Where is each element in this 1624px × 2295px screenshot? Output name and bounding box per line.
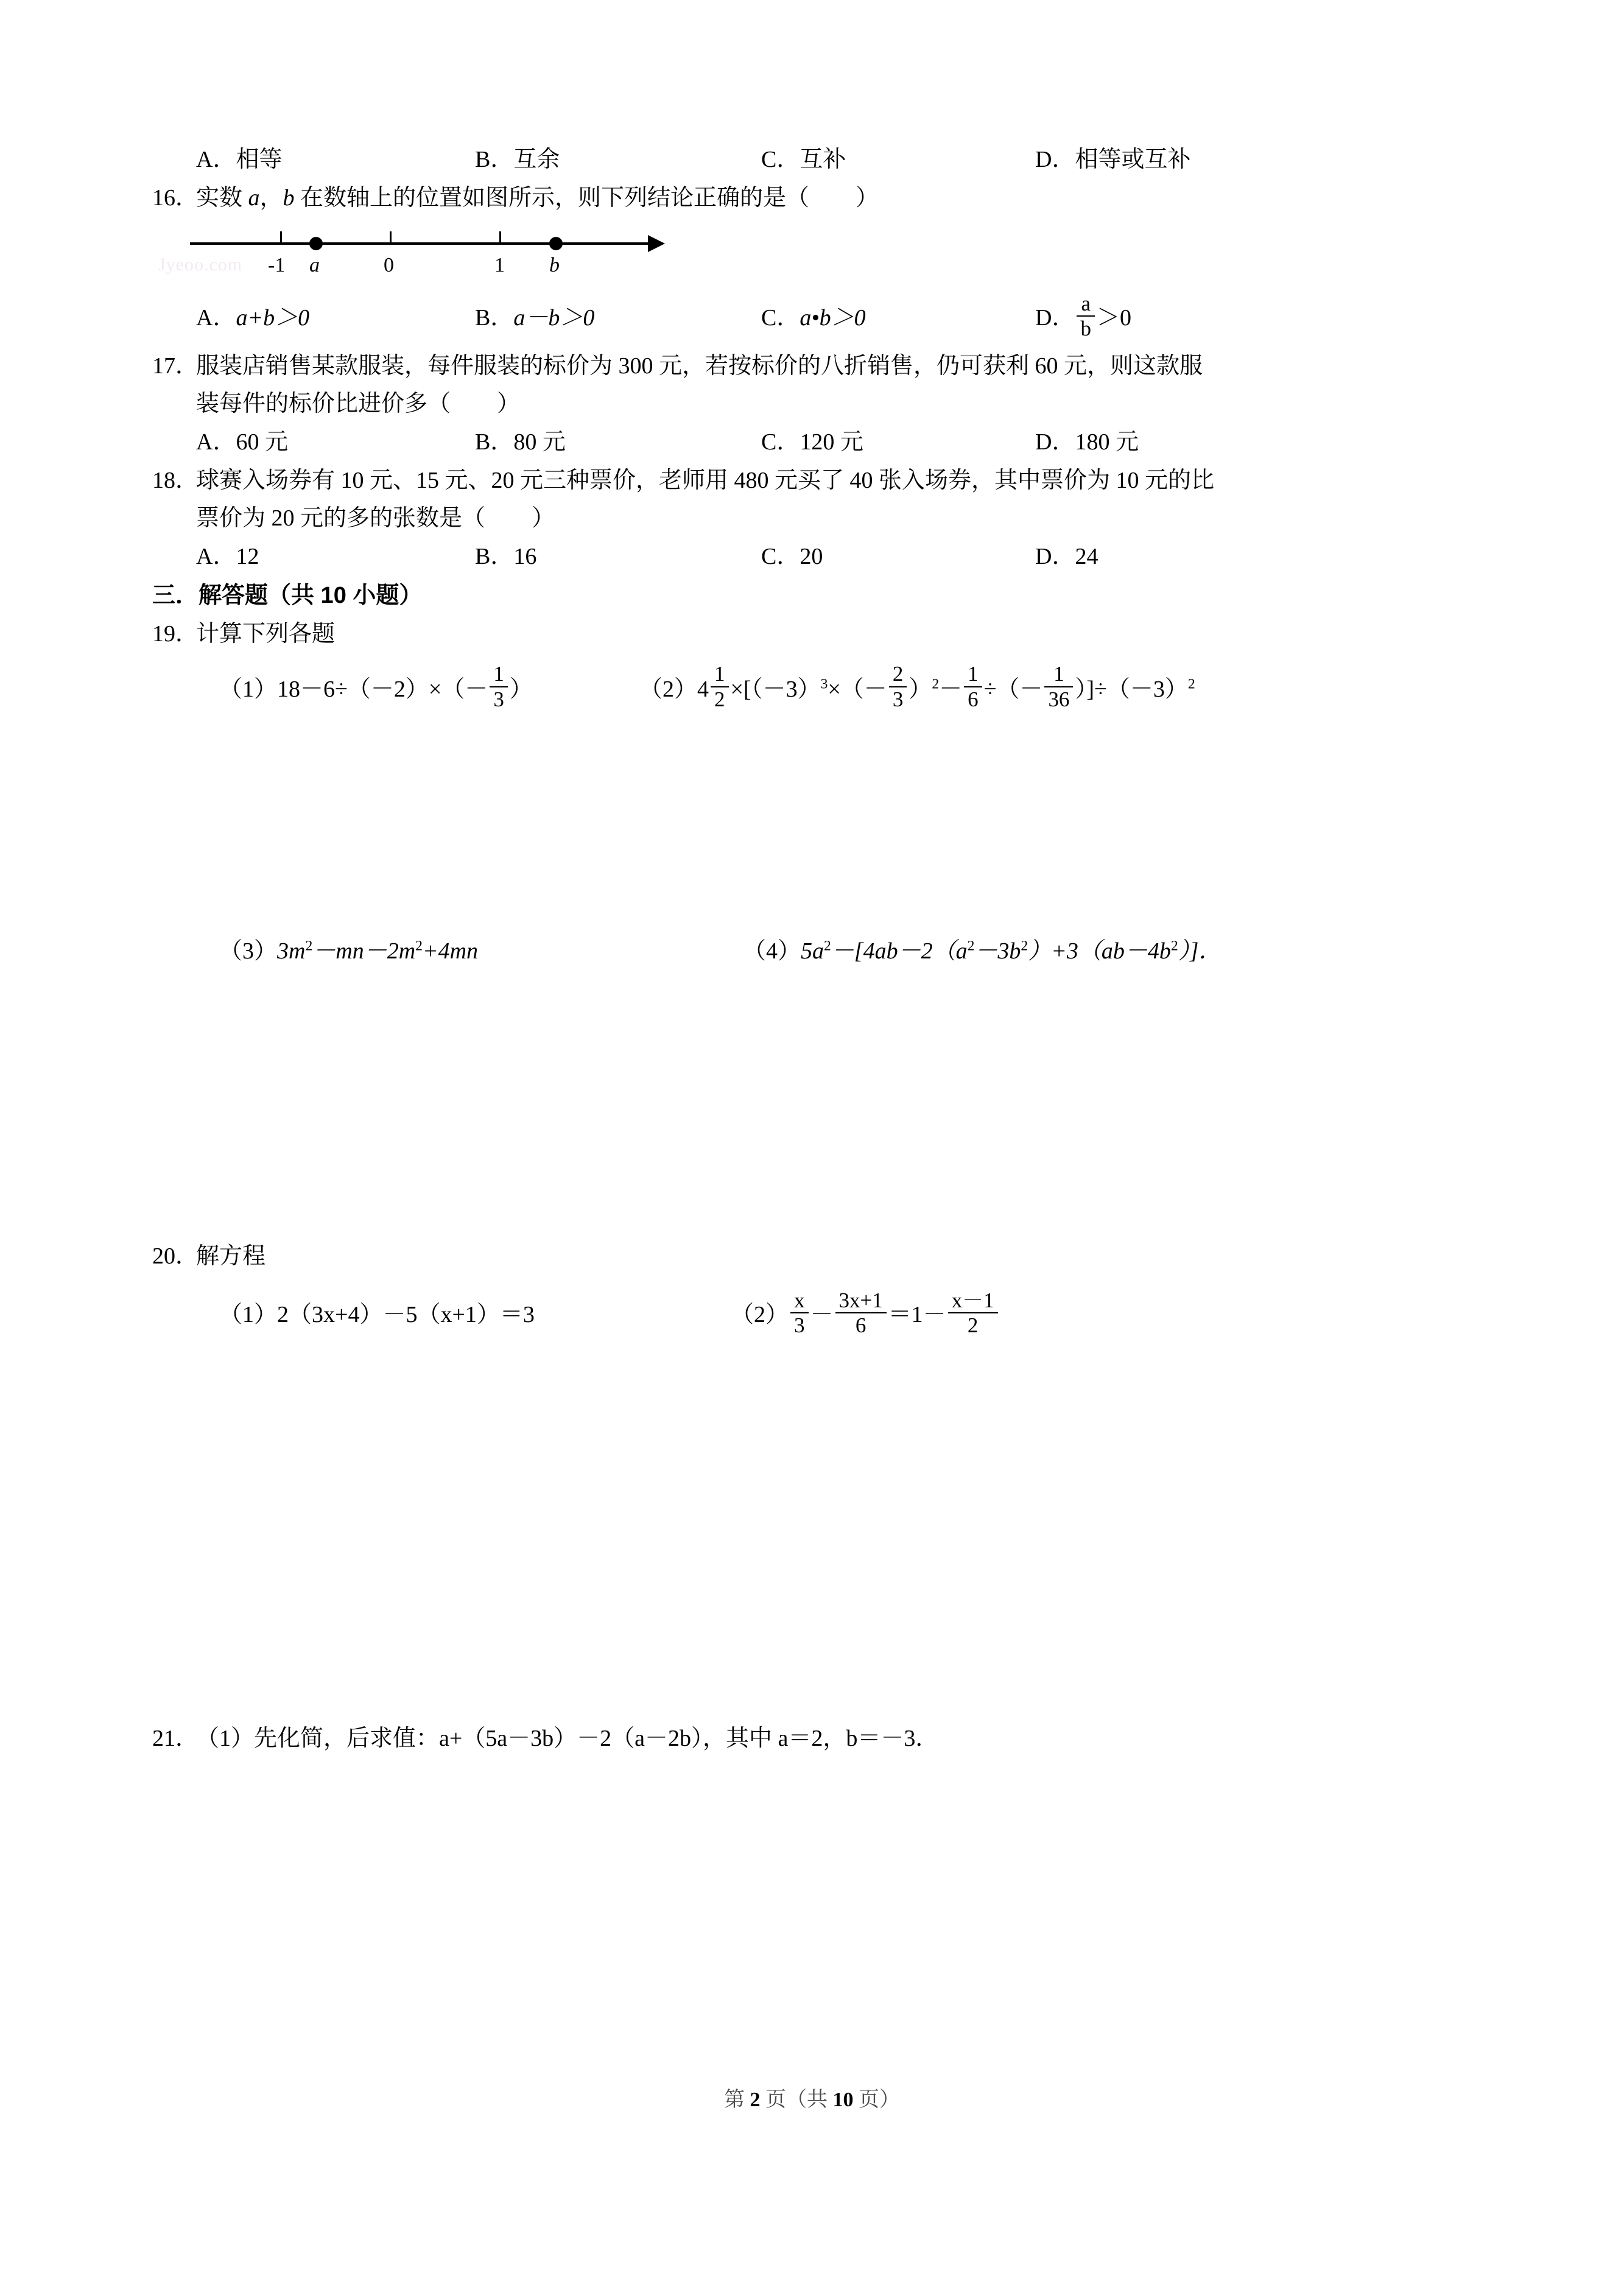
question-19-stem — [152, 615, 1492, 653]
q19-part-2-fraction-2 — [889, 663, 907, 711]
q19-part-1-fraction — [490, 663, 507, 711]
page-footer — [0, 2082, 1624, 2112]
q18-option-d[interactable] — [1035, 537, 1098, 576]
q16-stem-part3: 在数轴上的位置如图所示，则下列结论正确的是（ ） — [294, 185, 879, 211]
q19-part-3-sup2: 2 — [415, 938, 423, 954]
q19-answer-space-1 — [152, 726, 1492, 927]
number-line-figure — [158, 217, 689, 289]
q17-option-d[interactable] — [1035, 423, 1139, 462]
number-line-label-0: 0 — [384, 254, 394, 276]
q20-part-2-f1-den: 3 — [794, 1313, 805, 1338]
q19-part-2-t1: ×[（－3） — [730, 677, 821, 702]
question-16-number: 16． — [152, 185, 199, 211]
q19-part-4-t5: ）]． — [1178, 938, 1222, 964]
question-19-stem-text: 计算下列各题 — [196, 621, 336, 647]
q20-part-2-f3-num: x－1 — [948, 1290, 998, 1314]
q16-option-b[interactable] — [475, 289, 594, 347]
q20-part-1 — [219, 1275, 535, 1354]
q19-part-1-post: ） — [509, 677, 533, 702]
q20-part-2-fraction-3 — [948, 1290, 998, 1337]
number-line-tick-1 — [499, 231, 501, 245]
question-18-text-line2: 票价为 20 元的多的张数是（ ） — [196, 505, 555, 531]
q20-parts-row — [152, 1275, 1492, 1354]
question-16-stem — [152, 179, 1492, 217]
q19-part-1-denominator: 3 — [493, 687, 504, 711]
q19-part-3-sup1: 2 — [305, 938, 313, 954]
q19-part-2-f3-num: 1 — [964, 663, 982, 687]
q19-part-2-label: （2） — [639, 677, 698, 702]
q16-option-c-label: C． — [761, 305, 800, 331]
q18-options-row — [152, 537, 1492, 576]
q16-option-c[interactable] — [761, 289, 866, 347]
q19-part-3-t2: －mn－2m — [312, 938, 416, 964]
q19-part-2-fraction-4 — [1044, 663, 1073, 711]
question-20-stem — [152, 1237, 1492, 1275]
footer-suffix: 页） — [853, 2089, 900, 2111]
q19-part-3 — [219, 927, 478, 975]
question-17-line1 — [152, 347, 1492, 385]
q19-part-4-t1: 5a — [801, 938, 824, 964]
q18-option-b-label: B． — [475, 544, 514, 569]
footer-middle: 页（共 — [760, 2089, 833, 2111]
q19-part-2-whole: 4 — [697, 677, 709, 702]
q18-option-a[interactable] — [196, 537, 259, 576]
number-line-point-b — [549, 237, 563, 250]
q19-part-2 — [639, 653, 1195, 726]
q20-part-2-f1-num: x — [790, 1290, 808, 1314]
q19-part-1-pre: 18－6÷（－2）×（－ — [277, 677, 488, 702]
q17-option-c[interactable] — [761, 423, 863, 462]
q16-option-a[interactable] — [196, 289, 309, 347]
q19-part-2-mixed-numerator: 1 — [711, 663, 728, 687]
question-20-number: 20． — [152, 1243, 199, 1269]
q16-option-d[interactable] — [1035, 289, 1131, 347]
q16-option-b-text: a－b＞0 — [513, 305, 595, 331]
q17-option-d-text: 180 元 — [1075, 429, 1139, 455]
q19-part-2-mixed-fraction — [711, 663, 728, 711]
footer-prefix: 第 — [724, 2089, 750, 2111]
q19-part-2-t4: － — [939, 677, 963, 702]
q20-part-2-fraction-1 — [790, 1290, 808, 1337]
q18-option-a-label: A． — [196, 544, 236, 569]
q19-part-2-f4-den: 36 — [1048, 687, 1070, 711]
q16-option-a-text: a+b＞0 — [236, 305, 310, 331]
q19-part-2-mixed-number — [697, 653, 730, 726]
q15-option-d[interactable] — [1035, 140, 1190, 179]
q15-option-a-label: A． — [196, 147, 236, 172]
question-21 — [152, 1720, 1492, 1757]
q19-parts-row-1 — [152, 653, 1492, 726]
q19-part-2-f4-num: 1 — [1044, 663, 1073, 687]
q20-answer-space-extra — [152, 1616, 1492, 1720]
q19-part-4 — [743, 927, 1222, 975]
q15-options-row — [152, 140, 1492, 179]
q18-option-b[interactable] — [475, 537, 536, 576]
q17-options-row — [152, 423, 1492, 462]
q20-answer-space — [152, 1354, 1492, 1616]
q20-part-2-label: （2） — [731, 1302, 789, 1327]
figure-watermark: Jyeoo.com — [158, 255, 243, 275]
q17-option-a-text: 60 元 — [236, 429, 288, 455]
q19-part-3-t1: 3m — [277, 938, 306, 964]
q17-option-a[interactable] — [196, 423, 288, 462]
question-20-stem-text: 解方程 — [196, 1243, 266, 1269]
q15-option-c-label: C． — [761, 147, 800, 172]
q18-option-a-text: 12 — [236, 544, 259, 569]
q19-answer-space-2 — [152, 975, 1492, 1237]
question-21-text: （1）先化简，后求值：a+（5a－3b）－2（a－2b），其中 a＝2，b＝－3． — [196, 1726, 939, 1751]
q19-part-4-label: （4） — [743, 938, 801, 964]
q20-part-2-equals: ＝1－ — [888, 1302, 946, 1327]
q19-part-2-t6: ）]÷（－3） — [1075, 677, 1188, 702]
q19-part-1-label: （1） — [219, 677, 278, 702]
q19-part-2-f2-den: 3 — [892, 687, 904, 711]
number-line-point-a — [309, 237, 323, 250]
q19-part-2-sup3: 2 — [1187, 676, 1195, 692]
number-line-label-a: a — [309, 254, 320, 276]
q20-part-1-text: 2（3x+4）－5（x+1）＝3 — [277, 1302, 535, 1327]
q16-var-a: a — [248, 185, 260, 211]
q19-part-4-sup1: 2 — [824, 938, 831, 954]
q19-part-2-f2-num: 2 — [889, 663, 907, 687]
q19-part-4-sup4: 2 — [1170, 938, 1178, 954]
q19-part-2-sup2: 2 — [932, 676, 940, 692]
q20-part-2-f2-num: 3x+1 — [835, 1290, 887, 1314]
q19-part-4-t3: －3b — [974, 938, 1021, 964]
number-line-tick-minus1 — [280, 231, 282, 245]
q19-part-1 — [219, 653, 533, 726]
question-18-number: 18． — [152, 468, 199, 493]
q19-part-4-t2: －[4ab－2（a — [831, 938, 968, 964]
q18-option-c-label: C． — [761, 544, 800, 569]
q15-option-a-text: 相等 — [236, 147, 283, 172]
q18-option-c[interactable] — [761, 537, 823, 576]
number-line-label-1: 1 — [494, 254, 505, 276]
number-line-label-minus1: -1 — [268, 254, 286, 276]
q20-part-2-fraction-2 — [835, 1290, 887, 1337]
q16-option-c-text: a•b＞0 — [800, 305, 866, 331]
question-18-line1 — [152, 462, 1492, 499]
q16-option-d-fraction — [1077, 293, 1094, 340]
question-18-text-line1: 球赛入场券有 10 元、15 元、20 元三种票价，老师用 480 元买了 40 张入场券，其中票价为 10 元的比 — [196, 468, 1215, 493]
q17-option-b-text: 80 元 — [513, 429, 566, 455]
q16-option-d-denominator: b — [1080, 317, 1091, 341]
q16-option-d-tail: ＞0 — [1096, 305, 1131, 331]
page-content — [152, 140, 1492, 1757]
q19-part-2-t3: ） — [909, 677, 932, 702]
q18-option-d-text: 24 — [1075, 544, 1098, 569]
q16-options-row — [152, 289, 1492, 347]
q15-option-c[interactable] — [761, 140, 846, 179]
q17-option-c-label: C． — [761, 429, 800, 455]
q20-part-2-f3-den: 2 — [967, 1313, 979, 1338]
question-18-line2 — [152, 499, 1492, 537]
q17-option-d-label: D． — [1035, 429, 1075, 455]
number-line-label-b: b — [549, 254, 560, 276]
q19-part-2-t5: ÷（－ — [983, 677, 1043, 702]
question-17-text-line2: 装每件的标价比进价多（ ） — [196, 391, 521, 416]
number-line-tick-0 — [390, 231, 392, 245]
question-21-number: 21． — [152, 1726, 199, 1751]
q18-option-b-text: 16 — [513, 544, 537, 569]
q19-part-2-mixed-denominator: 2 — [714, 687, 725, 711]
q19-part-4-t4: ）+3（ab－4b — [1028, 938, 1171, 964]
q16-option-d-label: D． — [1035, 305, 1075, 331]
q16-stem-part1: 实数 — [196, 185, 248, 211]
question-17-number: 17． — [152, 353, 199, 379]
q15-option-b[interactable] — [475, 140, 560, 179]
q18-option-d-label: D． — [1035, 544, 1075, 569]
q20-part-2-f2-den: 6 — [855, 1313, 866, 1338]
section-3-heading: 三．解答题（共 10 小题） — [152, 583, 423, 608]
q19-part-2-fraction-3 — [964, 663, 982, 711]
q17-option-b-label: B． — [475, 429, 514, 455]
q16-option-b-label: B． — [475, 305, 514, 331]
q17-option-c-text: 120 元 — [800, 429, 863, 455]
number-line-arrow-icon — [648, 235, 665, 252]
q16-option-d-numerator: a — [1077, 293, 1094, 317]
q15-option-d-text: 相等或互补 — [1075, 147, 1191, 172]
question-19-number: 19． — [152, 621, 199, 647]
q20-part-2-op1: － — [810, 1302, 834, 1327]
q19-parts-row-2 — [152, 927, 1492, 975]
question-16-stem-text — [196, 185, 879, 211]
q15-option-d-label: D． — [1035, 147, 1075, 172]
q15-option-c-text: 互补 — [800, 147, 846, 172]
q16-var-b: b — [283, 185, 295, 211]
q18-option-c-text: 20 — [800, 544, 823, 569]
q19-part-3-label: （3） — [219, 938, 278, 964]
q15-option-b-text: 互余 — [513, 147, 560, 172]
q17-option-b[interactable] — [475, 423, 566, 462]
q16-stem-comma: ， — [259, 185, 283, 211]
question-17-line2 — [152, 385, 1492, 423]
q15-option-b-label: B． — [475, 147, 514, 172]
q19-part-4-sup3: 2 — [1021, 938, 1028, 954]
q20-part-2 — [731, 1275, 1000, 1354]
q19-part-2-t2: ×（－ — [828, 677, 887, 702]
q19-part-4-sup2: 2 — [967, 938, 975, 954]
footer-total-pages: 10 — [832, 2089, 854, 2111]
q16-option-a-label: A． — [196, 305, 236, 331]
q19-part-3-t3: +4mn — [422, 938, 479, 964]
q19-part-1-numerator: 1 — [490, 663, 507, 687]
question-17-text-line1: 服装店销售某款服装，每件服装的标价为 300 元，若按标价的八折销售，仍可获利 60 元，则这款服 — [196, 353, 1203, 379]
q15-option-a[interactable] — [196, 140, 282, 179]
footer-page-number: 2 — [750, 2089, 761, 2111]
q20-part-1-label: （1） — [219, 1302, 278, 1327]
number-line-axis — [190, 242, 653, 245]
q17-option-a-label: A． — [196, 429, 236, 455]
q19-part-2-sup1: 3 — [820, 676, 828, 692]
q19-part-2-f3-den: 6 — [968, 687, 979, 711]
